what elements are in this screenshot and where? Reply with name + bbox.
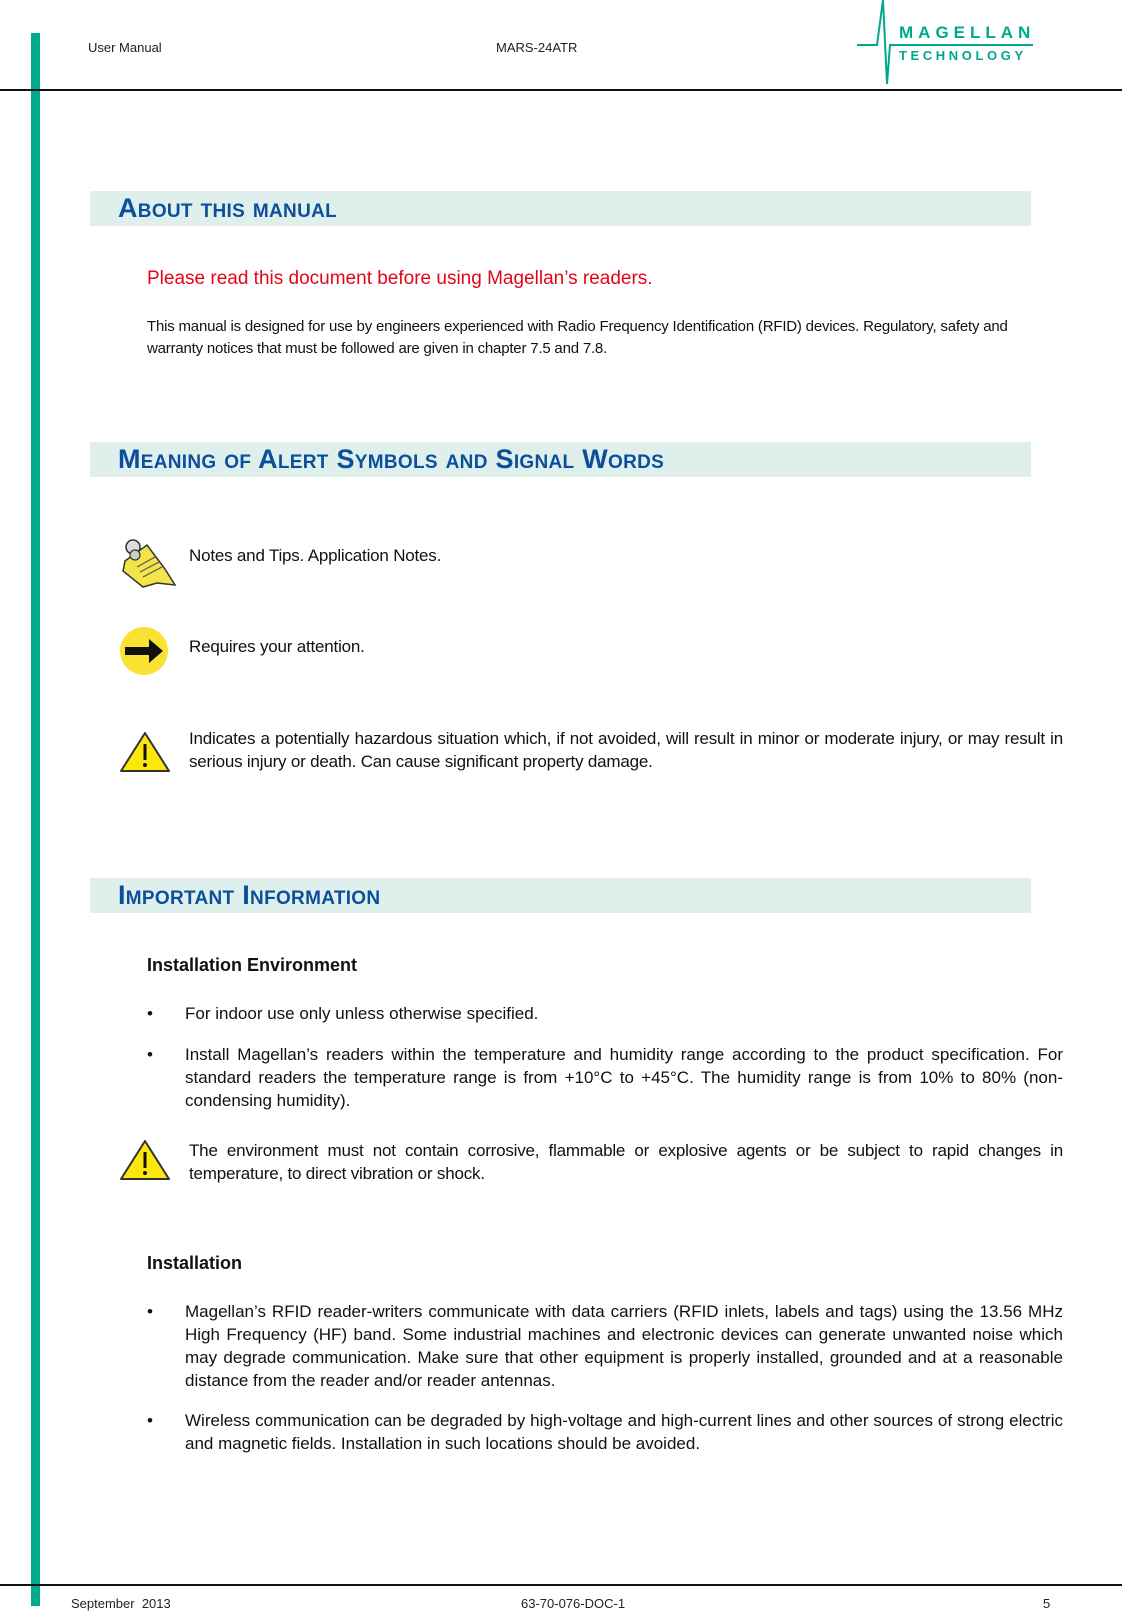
company-logo [855, 0, 1035, 88]
header-product: MARS-24ATR [496, 40, 578, 55]
alert-text-hazard: Indicates a potentially hazardous situation which, if not avoided, will result in minor or moderate injury, or may result in serious injury or death. Can cause significant property damage. [189, 729, 1063, 771]
bullet-marker: • [147, 1045, 153, 1064]
bullet-text: Wireless communication can be degraded by high-voltage and high-current lines and other sources of strong electric and magnetic fields. Installation in such locations should be avoided. [185, 1411, 1063, 1453]
bullet-text: Install Magellan’s readers within the temperature and humidity range according to the product specification. For standard readers the temperature range is from +10°C to +45°C. The humidity range is from 10% to 80% (non-condensing humidity). [185, 1045, 1063, 1110]
about-paragraph: This manual is designed for use by engineers experienced with Radio Frequency Identification (RFID) devices. Regulatory, safety and warranty notices that must be followed are given in chapter 7.5 and 7.8. [147, 318, 1008, 357]
section-band-alerts [90, 442, 1031, 477]
alert-text-note: Notes and Tips. Application Notes. [189, 546, 442, 565]
read-notice: Please read this document before using Magellan’s readers. [147, 268, 653, 289]
warning-triangle-icon [119, 731, 171, 773]
bullet-marker: • [147, 1004, 153, 1023]
section-band-important [90, 878, 1031, 913]
bullet-text: Magellan’s RFID reader-writers communicate with data carriers (RFID inlets, labels and tags) using the 13.56 MHz High Frequency (HF) band. Some industrial machines and electronic devices can generate unwanted noise which may degrade communication. Make sure that other equipment is properly installed, grounded and at a reasonable distance from the reader and/or reader antennas. [185, 1302, 1063, 1390]
arrow-circle-icon [119, 626, 169, 676]
bullet-marker: • [147, 1411, 153, 1430]
margin-accent-bar [31, 33, 40, 1606]
subheading-installation: Installation [147, 1253, 243, 1273]
list-item [147, 1300, 1063, 1392]
header-divider [0, 89, 1122, 91]
environment-warning-text: The environment must not contain corrosive, flammable or explosive agents or be subject to rapid changes in temperature, to direct vibration or shock. [189, 1141, 1063, 1183]
section-band-about [90, 191, 1031, 226]
header-doc-type: User Manual [88, 40, 162, 55]
subheading-installation-environment: Installation Environment [147, 955, 358, 975]
section-title-about: About this manual [118, 193, 338, 223]
logo-text-magellan: MAGELLAN [899, 23, 1035, 42]
list-item [147, 1043, 1063, 1112]
bullet-marker: • [147, 1302, 153, 1321]
footer-divider [0, 1584, 1122, 1586]
list-item [147, 1409, 1063, 1455]
footer-page-number: 5 [1043, 1596, 1051, 1611]
footer-date: September 2013 [71, 1596, 171, 1611]
footer-doc-id: 63-70-076-DOC-1 [521, 1596, 626, 1611]
list-item [147, 1002, 1063, 1025]
section-title-alerts: Meaning of Alert Symbols and Signal Words [118, 444, 665, 474]
warning-triangle-icon [119, 1139, 171, 1181]
alert-text-attention: Requires your attention. [189, 637, 365, 656]
section-title-important: Important Information [118, 880, 381, 910]
logo-text-technology: TECHNOLOGY [899, 48, 1027, 63]
bullet-text: For indoor use only unless otherwise specified. [185, 1004, 539, 1023]
note-pin-icon [117, 533, 179, 591]
